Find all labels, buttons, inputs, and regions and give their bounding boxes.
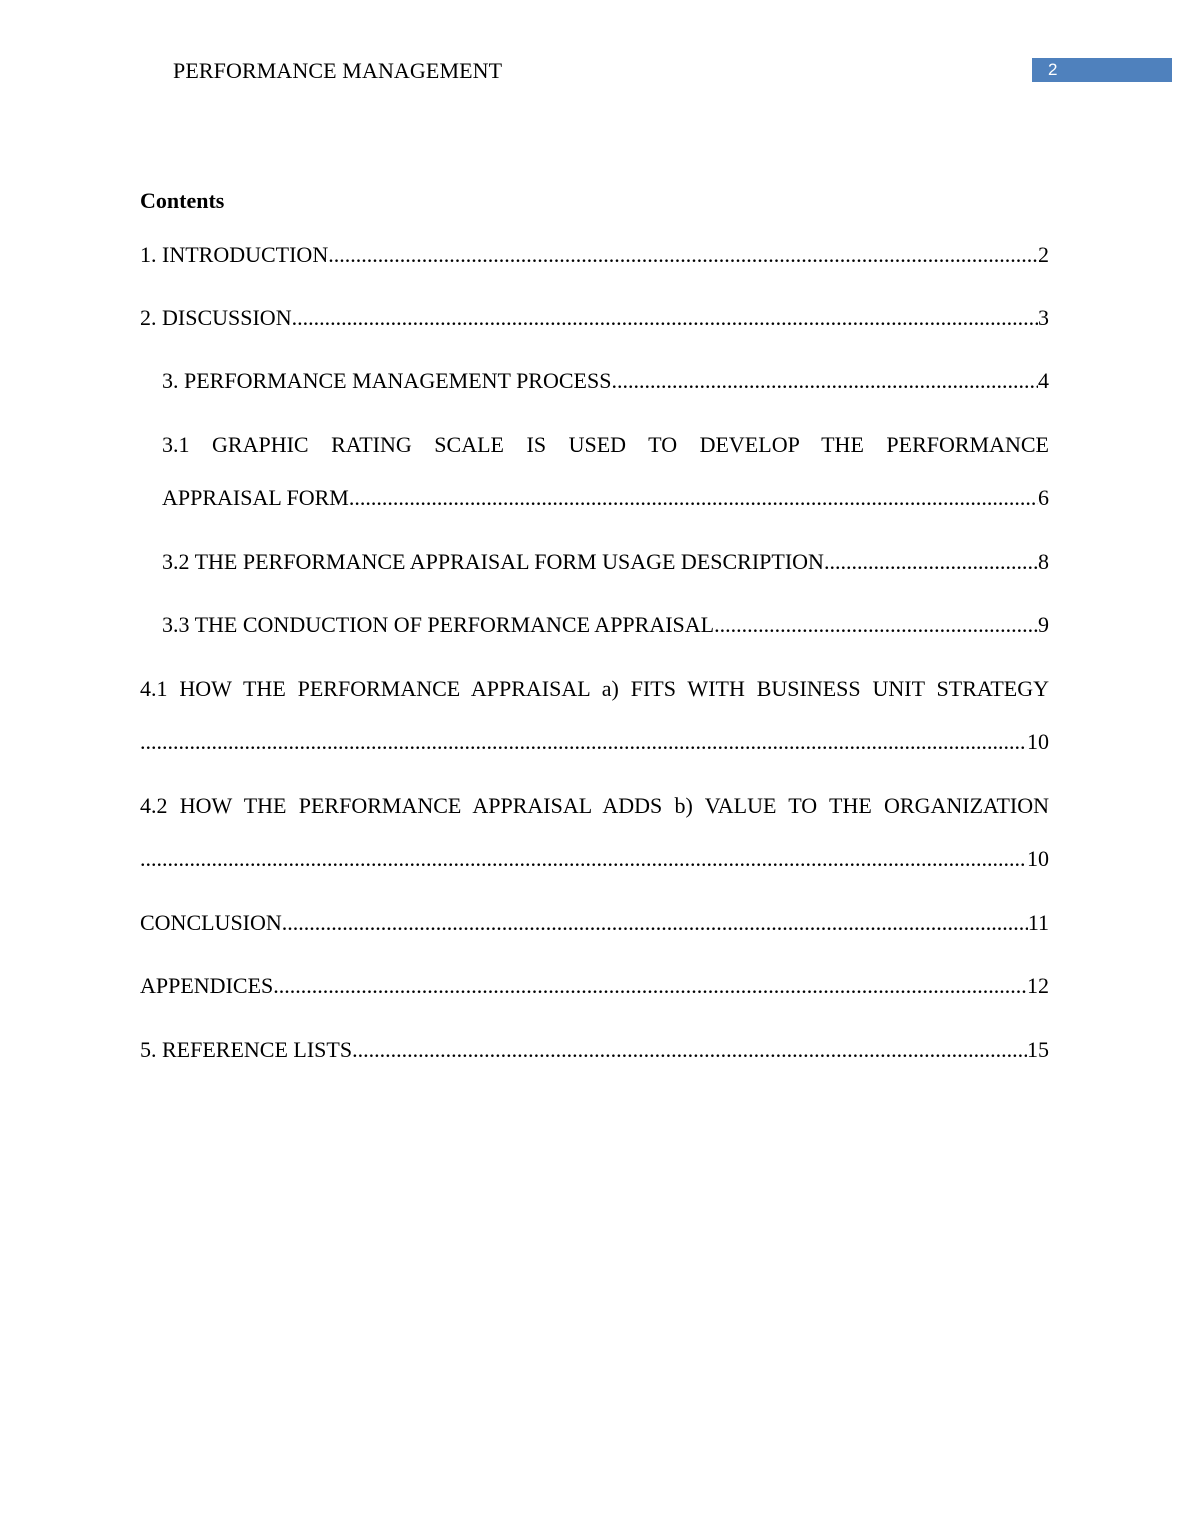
toc-title: Contents <box>140 188 225 213</box>
toc-entry-graphic-rating-scale[interactable] <box>162 431 1049 517</box>
toc-entry-page: 9 <box>1038 612 1049 637</box>
toc-leader-dots <box>714 611 1038 639</box>
toc-leader-dots <box>328 241 1038 269</box>
toc-entry-page: 15 <box>1027 1037 1049 1062</box>
toc-entry-appendices[interactable] <box>140 972 1049 1000</box>
toc-entry-text: 2. DISCUSSION <box>140 305 292 330</box>
toc-entry-conclusion[interactable] <box>140 909 1049 937</box>
toc-entry-page: 11 <box>1027 910 1049 935</box>
toc-entry-text: 3.3 THE CONDUCTION OF PERFORMANCE APPRAISAL <box>162 612 715 637</box>
toc-leader-dots <box>824 548 1038 576</box>
toc-leader-dots <box>349 484 1038 512</box>
toc-entry-page: 3 <box>1038 305 1049 330</box>
toc-entry-value-to-organization[interactable] <box>140 792 1049 878</box>
page-number-badge: 2 <box>1032 58 1172 82</box>
toc-entry-text-line1: 4.1 HOW THE PERFORMANCE APPRAISAL a) FITS WITH BUSINESS UNIT STRATEGY <box>140 676 1049 701</box>
toc-leader-dots <box>282 909 1028 937</box>
toc-entry-page: 12 <box>1027 973 1049 998</box>
toc-leader-dots <box>140 845 1027 873</box>
toc-entry-introduction[interactable] <box>140 241 1049 269</box>
toc-leader-dots <box>292 304 1038 332</box>
toc-entry-text: CONCLUSION <box>140 910 282 935</box>
toc-entry-business-unit-strategy[interactable] <box>140 675 1049 761</box>
toc-entry-text: 1. INTRODUCTION <box>140 242 329 267</box>
toc-entry-form-usage-description[interactable] <box>162 548 1049 576</box>
running-head-title: PERFORMANCE MANAGEMENT <box>173 58 503 83</box>
toc-leader-dots <box>140 728 1027 756</box>
toc-entry-text: 3.2 THE PERFORMANCE APPRAISAL FORM USAGE DESCRIPTION <box>162 549 824 574</box>
toc-entry-page: 6 <box>1038 485 1049 510</box>
toc-entry-conduction-of-appraisal[interactable] <box>162 611 1049 639</box>
toc-entry-page: 2 <box>1038 242 1049 267</box>
toc-entry-discussion[interactable] <box>140 304 1049 332</box>
toc-entry-reference-lists[interactable] <box>140 1036 1049 1064</box>
toc-entry-text: APPENDICES <box>140 973 274 998</box>
toc-entry-page: 4 <box>1038 368 1049 393</box>
toc-entry-text-line1: 4.2 HOW THE PERFORMANCE APPRAISAL ADDS b) VALUE TO THE ORGANIZATION <box>140 793 1049 818</box>
toc-entry-page: 10 <box>1027 729 1049 754</box>
toc-leader-dots <box>611 367 1038 395</box>
toc-entry-page: 8 <box>1038 549 1049 574</box>
toc-entry-text-line1: 3.1 GRAPHIC RATING SCALE IS USED TO DEVELOP THE PERFORMANCE <box>162 432 1049 457</box>
toc-leader-dots <box>273 972 1027 1000</box>
toc-entry-text: 3. PERFORMANCE MANAGEMENT PROCESS <box>162 368 612 393</box>
toc-entry-performance-management-process[interactable] <box>162 367 1049 395</box>
toc-entry-page: 10 <box>1027 846 1049 871</box>
toc-entry-text: 5. REFERENCE LISTS <box>140 1037 353 1062</box>
toc-entry-text: APPRAISAL FORM <box>162 485 349 510</box>
toc-leader-dots <box>352 1036 1027 1064</box>
